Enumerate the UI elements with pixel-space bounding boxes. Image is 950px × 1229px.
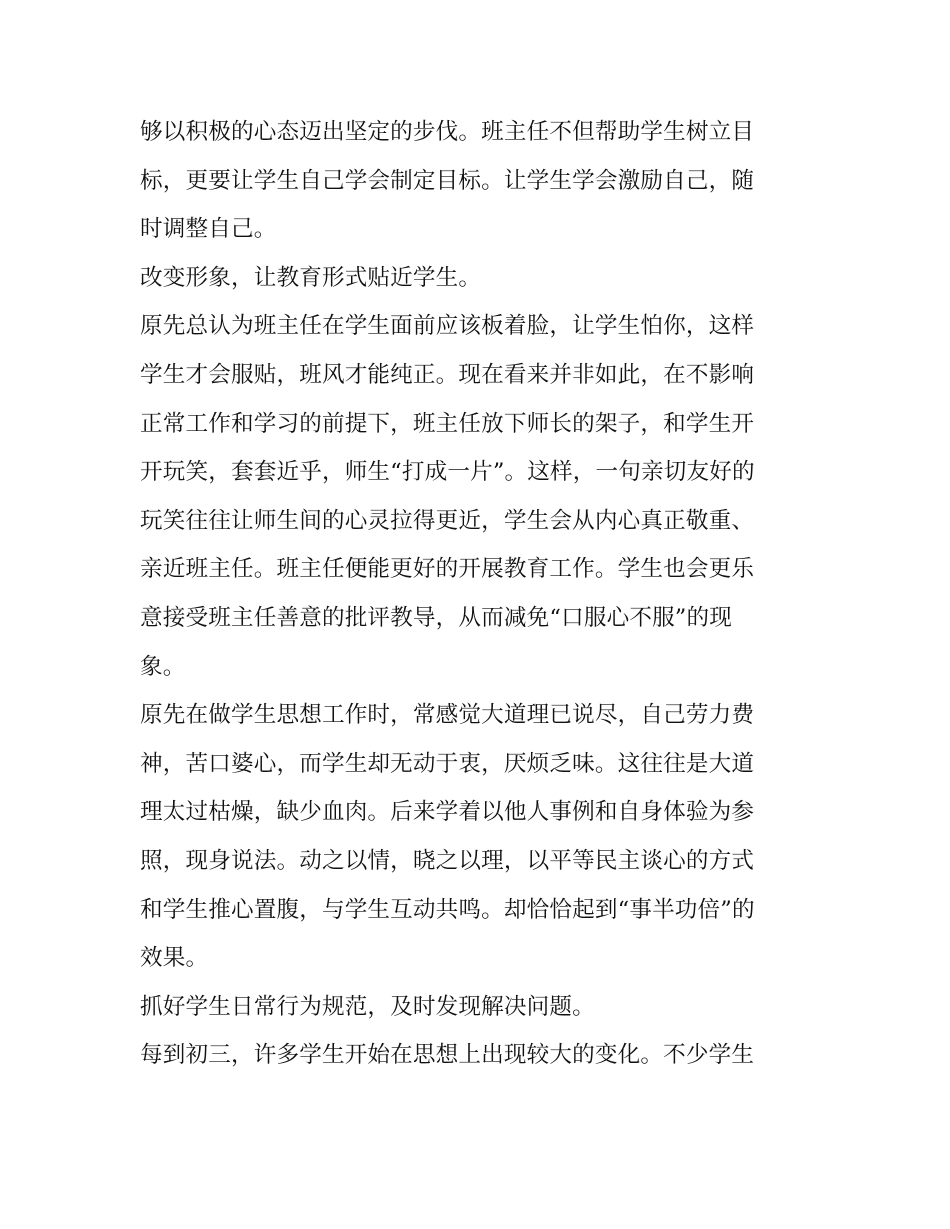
text-line: 够以积极的心态迈出坚定的步伐。班主任不但帮助学生树立目 (140, 119, 755, 145)
text-line: 学生才会服贴，班风才能纯正。现在看来并非如此，在不影响 (140, 361, 755, 388)
text-line: 和学生推心置腹，与学生互动共鸣。却恰恰起到“事半功倍”的 (140, 896, 755, 923)
text-line: 每到初三，许多学生开始在思想上出现较大的变化。不少学生 (140, 1042, 755, 1069)
text-line: 原先在做学生思想工作时，常感觉大道理已说尽，自己劳力费 (140, 702, 755, 729)
text-line: 理太过枯燥，缺少血肉。后来学着以他人事例和自身体验为参 (140, 799, 755, 826)
section-heading: 改变形象，让教育形式贴近学生。 (140, 264, 482, 291)
text-line: 效果。 (140, 945, 209, 972)
text-line: 神，苦口婆心，而学生却无动于衷，厌烦乏味。这往往是大道 (140, 750, 755, 777)
text-line: 时调整自己。 (140, 216, 277, 243)
text-line: 正常工作和学习的前提下，班主任放下师长的架子，和学生开 (140, 410, 755, 437)
text-line: 标，更要让学生自己学会制定目标。让学生学会激励自己，随 (140, 167, 755, 194)
text-line: 开玩笑，套套近乎，师生“打成一片”。这样，一句亲切友好的 (140, 459, 755, 486)
text-line: 亲近班主任。班主任便能更好的开展教育工作。学生也会更乐 (140, 556, 755, 583)
text-line: 照，现身说法。动之以情，晓之以理，以平等民主谈心的方式 (140, 847, 755, 874)
section-heading: 抓好学生日常行为规范，及时发现解决问题。 (140, 993, 595, 1020)
text-line: 玩笑往往让师生间的心灵拉得更近，学生会从内心真正敬重、 (140, 507, 755, 534)
text-line: 原先总认为班主任在学生面前应该板着脸，让学生怕你，这样 (140, 313, 755, 340)
text-line: 意接受班主任善意的批评教导，从而减免“口服心不服”的现 (140, 604, 732, 631)
body-text (140, 108, 810, 1080)
text-line: 象。 (140, 653, 186, 680)
